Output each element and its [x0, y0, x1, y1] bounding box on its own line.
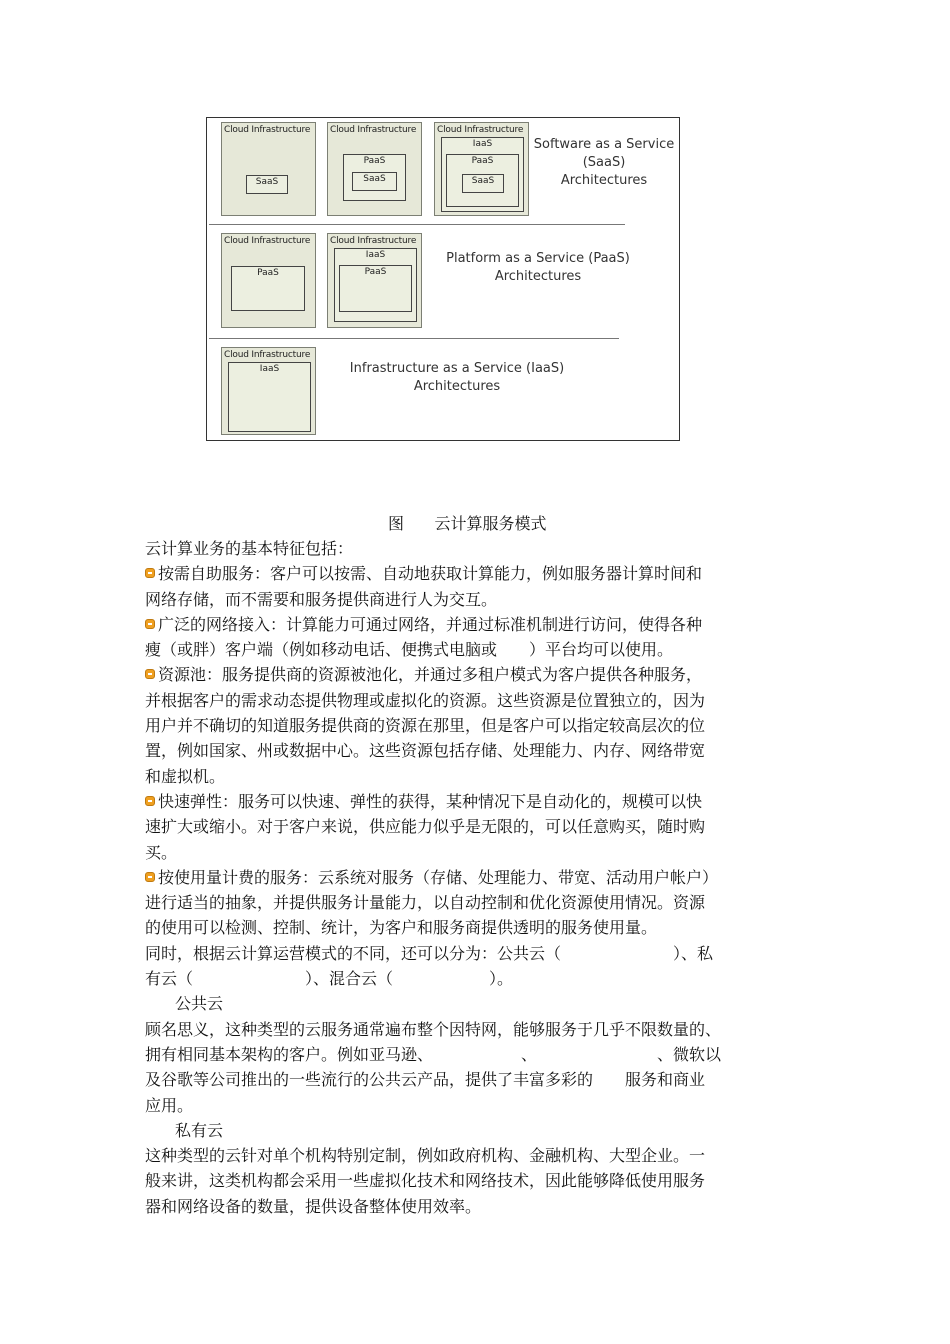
- paas-box: PaaS: [231, 266, 305, 311]
- body-text: [145, 536, 810, 1219]
- public-cloud-text: 顾名思义，这种类型的云服务通常遍布整个因特网，能够服务于几乎不限数量的、 拥有相同基本架构的客户。例如亚马逊、 、 、微软以 及谷歌等公司推出的一些流行的公共云产品，提供了丰富多彩的 服务和商业 应用。: [145, 1019, 722, 1115]
- saas-box: SaaS: [246, 175, 288, 194]
- ci-label: Cloud Infrastructure: [330, 236, 417, 246]
- iaas-box: IaaS: [228, 362, 311, 432]
- private-cloud-heading: 私有云: [175, 1120, 224, 1140]
- public-cloud-heading: 公共云: [175, 994, 224, 1014]
- iaas-box: IaaS PaaS: [334, 248, 417, 322]
- saas-arch-2: [327, 122, 422, 216]
- row-separator: [209, 224, 625, 225]
- paas-arch-2: [327, 233, 422, 328]
- bullet-resource-pool: 资源池：服务提供商的资源被池化，并通过多租户模式为客户提供各种服务， 并根据客户的需求动态提供物理或虚拟化的资源。这些资源是位置独立的，因为 用户并不确切的知道服务提供商的资源在那里，但是客户可以指定较高层次的位 置，例如国家、州或数据中心。这些资源包括存储、处理能力、内存、网络带宽 和虚拟机。: [145, 665, 706, 786]
- ci-label: Cloud Infrastructure: [224, 350, 311, 360]
- bullet-icon: [145, 872, 155, 882]
- cloud-service-model-figure: [206, 117, 680, 441]
- ci-label: Cloud Infrastructure: [437, 125, 524, 135]
- bullet-icon: [145, 568, 155, 578]
- bullet-icon: [145, 796, 155, 806]
- saas-description: Software as a Service (SaaS) Architectures: [533, 137, 675, 188]
- saas-arch-1: [221, 122, 316, 216]
- bullet-icon: [145, 619, 155, 629]
- paas-box: PaaS SaaS: [446, 154, 519, 207]
- iaas-box: IaaS PaaS SaaS: [441, 137, 524, 212]
- intro-line: 云计算业务的基本特征包括：: [145, 539, 354, 558]
- row-separator: [209, 338, 619, 339]
- iaas-arch: [221, 347, 316, 435]
- bullet-rapid-elasticity: 快速弹性：服务可以快速、弹性的获得，某种情况下是自动化的，规模可以快 速扩大或缩小。对于客户来说，供应能力似乎是无限的，可以任意购买，随时购 买。: [145, 791, 706, 862]
- bullet-icon: [145, 669, 155, 679]
- saas-box: SaaS: [462, 174, 504, 193]
- paas-description: Platform as a Service (PaaS) Architectures: [446, 251, 630, 284]
- bullet-on-demand: 按需自助服务：客户可以按需、自动地获取计算能力，例如服务器计算时间和 网络存储，而不需要和服务提供商进行人为交互。: [145, 564, 703, 609]
- private-cloud-text: 这种类型的云针对单个机构特别定制，例如政府机构、金融机构、大型企业。一 般来讲，这类机构都会采用一些虚拟化技术和网络技术，因此能够降低使用服务 器和网络设备的数量，提供设备整体使用效率。: [145, 1146, 706, 1216]
- saas-box: SaaS: [352, 172, 397, 191]
- paas-box: PaaS: [339, 265, 412, 312]
- figure-caption: 图 云计算服务模式: [388, 514, 547, 533]
- paas-arch-1: [221, 233, 316, 328]
- ci-label: Cloud Infrastructure: [330, 125, 417, 135]
- paas-box: PaaS SaaS: [343, 154, 406, 201]
- iaas-description: Infrastructure as a Service (IaaS) Architectures: [349, 361, 565, 394]
- bullet-network-access: 广泛的网络接入：计算能力可通过网络，并通过标准机制进行访问，使得各种 瘦（或胖）客户端（例如移动电话、便携式电脑或 ）平台均可以使用。: [145, 614, 703, 660]
- bullet-measured-service: 按使用量计费的服务：云系统对服务（存储、处理能力、带宽、活动用户帐户） 进行适当的抽象，并提供服务计量能力，以自动控制和优化资源使用情况。资源 的使用可以检测、控制、统计，为客户和服务商提供透明的服务使用量。: [145, 867, 719, 938]
- ci-label: Cloud Infrastructure: [224, 236, 311, 246]
- saas-arch-3: [434, 122, 529, 216]
- models-intro: 同时，根据云计算运营模式的不同，还可以分为：公共云（ ）、私 有云（ ）、混合云（ ）。: [145, 943, 714, 989]
- ci-label: Cloud Infrastructure: [224, 125, 311, 135]
